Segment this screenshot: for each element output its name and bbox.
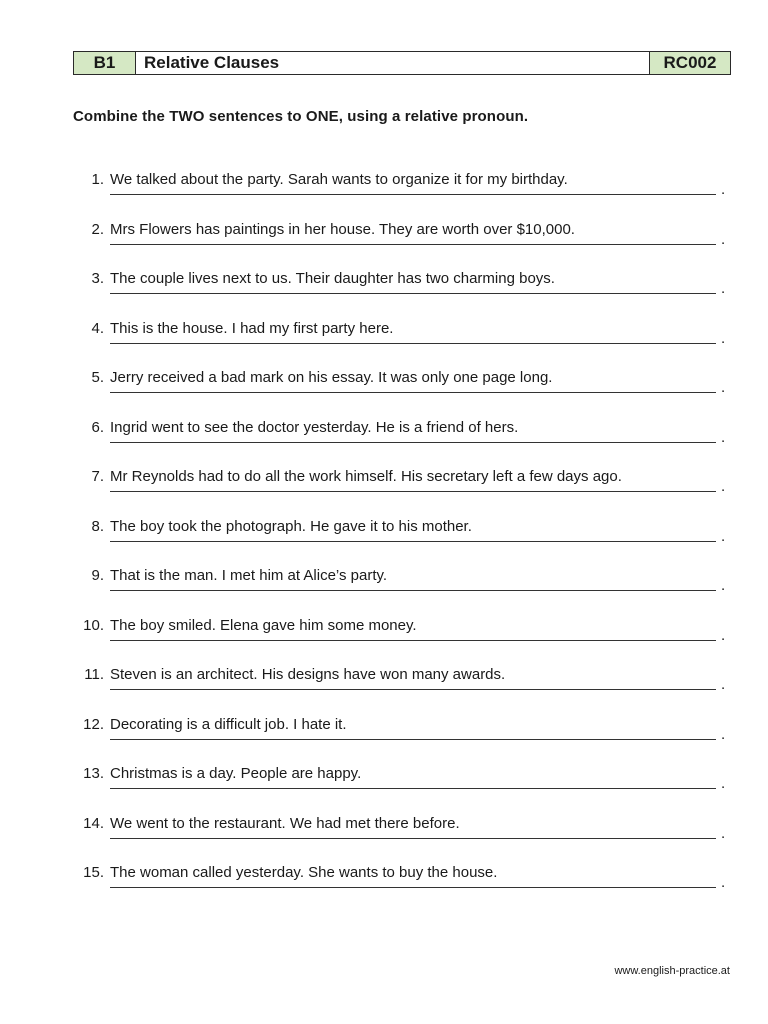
answer-period: . [721,825,726,842]
answer-line[interactable] [110,442,716,443]
exercise-number: 1. [91,171,104,188]
answer-line[interactable] [110,541,716,542]
exercise-item [0,468,768,508]
exercise-item [0,567,768,607]
answer-period: . [721,627,726,644]
exercise-text: Steven is an architect. His designs have won many awards. [110,666,506,683]
exercise-text: Christmas is a day. People are happy. [110,765,362,782]
answer-period: . [721,231,726,248]
exercise-text: The boy smiled. Elena gave him some money. [110,617,417,634]
exercise-number: 13. [83,765,104,782]
answer-period: . [721,577,726,594]
answer-line[interactable] [110,739,716,740]
exercise-item [0,716,768,756]
exercise-text: We went to the restaurant. We had met there before. [110,815,460,832]
exercise-text: The woman called yesterday. She wants to buy the house. [110,864,498,881]
answer-line[interactable] [110,887,716,888]
exercise-number: 4. [91,320,104,337]
exercise-text: This is the house. I had my first party here. [110,320,394,337]
exercise-item [0,171,768,211]
exercise-item [0,419,768,459]
instructions: Combine the TWO sentences to ONE, using a relative pronoun. [73,108,529,125]
answer-period: . [721,330,726,347]
answer-period: . [721,478,726,495]
exercise-number: 3. [91,270,104,287]
answer-line[interactable] [110,194,716,195]
answer-line[interactable] [110,590,716,591]
answer-line[interactable] [110,640,716,641]
worksheet-title: Relative Clauses [136,52,650,74]
answer-line[interactable] [110,244,716,245]
answer-period: . [721,676,726,693]
exercise-text: Ingrid went to see the doctor yesterday. He is a friend of hers. [110,419,519,436]
exercise-item [0,221,768,261]
answer-line[interactable] [110,392,716,393]
exercise-text: That is the man. I met him at Alice’s party. [110,567,388,584]
exercise-number: 2. [91,221,104,238]
exercise-item [0,369,768,409]
exercise-item [0,617,768,657]
level-cell: B1 [74,52,136,74]
exercise-number: 7. [91,468,104,485]
exercise-text: The couple lives next to us. Their daughter has two charming boys. [110,270,555,287]
exercise-item [0,666,768,706]
exercise-number: 12. [83,716,104,733]
answer-period: . [721,874,726,891]
exercise-number: 11. [84,666,104,683]
answer-period: . [721,528,726,545]
exercise-number: 8. [91,518,104,535]
answer-line[interactable] [110,491,716,492]
answer-line[interactable] [110,689,716,690]
exercise-text: Decorating is a difficult job. I hate it. [110,716,347,733]
answer-period: . [721,181,726,198]
exercise-item [0,518,768,558]
exercise-item [0,765,768,805]
exercise-text: Mr Reynolds had to do all the work himself. His secretary left a few days ago. [110,468,622,485]
exercise-number: 15. [83,864,104,881]
exercise-number: 10. [83,617,104,634]
exercise-item [0,815,768,855]
exercise-number: 9. [91,567,104,584]
exercise-item [0,270,768,310]
exercise-item [0,864,768,904]
exercise-number: 5. [91,369,104,386]
answer-period: . [721,379,726,396]
answer-line[interactable] [110,788,716,789]
answer-period: . [721,775,726,792]
exercise-text: Jerry received a bad mark on his essay. It was only one page long. [110,369,553,386]
exercise-text: Mrs Flowers has paintings in her house. They are worth over $10,000. [110,221,575,238]
worksheet-header [73,51,731,75]
worksheet-code: RC002 [650,52,730,74]
exercise-number: 14. [83,815,104,832]
answer-line[interactable] [110,838,716,839]
answer-period: . [721,429,726,446]
answer-period: . [721,726,726,743]
answer-line[interactable] [110,343,716,344]
exercise-number: 6. [91,419,104,436]
exercise-text: We talked about the party. Sarah wants to organize it for my birthday. [110,171,568,188]
answer-line[interactable] [110,293,716,294]
exercise-item [0,320,768,360]
answer-period: . [721,280,726,297]
footer-url: www.english-practice.at [614,965,730,977]
exercise-text: The boy took the photograph. He gave it to his mother. [110,518,472,535]
